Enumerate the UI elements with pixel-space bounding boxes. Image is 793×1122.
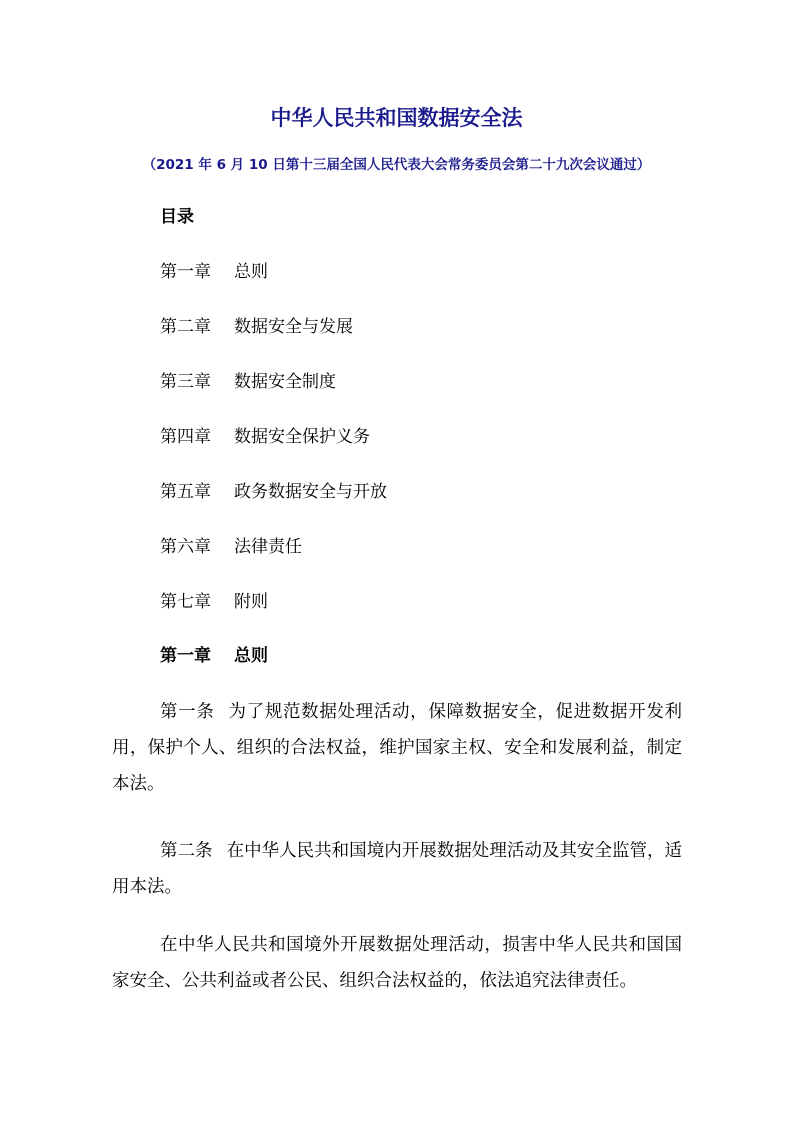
toc-item-title: 数据安全与发展: [234, 317, 353, 337]
chapter-number: 第一章: [160, 646, 211, 666]
toc-item: [160, 424, 370, 450]
toc-item-title: 总则: [234, 262, 268, 282]
toc-item-title: 附则: [234, 592, 268, 612]
toc-item-number: 第六章: [160, 537, 211, 557]
toc-item-title: 政务数据安全与开放: [234, 482, 387, 502]
toc-item-number: 第五章: [160, 482, 211, 502]
toc-item: [160, 479, 387, 505]
article-label: 第一条: [160, 702, 215, 722]
toc-item-number: 第三章: [160, 372, 211, 392]
toc-item-number: 第七章: [160, 592, 211, 612]
toc-item: [160, 589, 268, 615]
document-subtitle: （2021 年 6 月 10 日第十三届全国人民代表大会常务委员会第二十九次会议通过）: [142, 157, 651, 173]
article-text: 为了规范数据处理活动，保障数据安全，促进数据开发利用，保护个人、组织的合法权益，维护国家主权、安全和发展利益，制定本法。: [112, 702, 682, 794]
toc-item-number: 第二章: [160, 317, 211, 337]
chapter-title: 总则: [234, 646, 268, 666]
article-paragraph: [112, 927, 682, 999]
toc-item-title: 法律责任: [234, 537, 302, 557]
article-label: 第二条: [160, 841, 213, 861]
chapter-heading: [160, 643, 268, 669]
article-text: 在中华人民共和国境外开展数据处理活动，损害中华人民共和国国家安全、公共利益或者公民、组织合法权益的，依法追究法律责任。: [112, 935, 682, 991]
toc-item: [160, 534, 302, 560]
toc-item: [160, 259, 268, 285]
document-title: 中华人民共和国数据安全法: [270, 106, 523, 130]
toc-item: [160, 314, 353, 340]
article-paragraph: [112, 694, 682, 802]
toc-item: [160, 369, 336, 395]
toc-item-title: 数据安全制度: [234, 372, 336, 392]
toc-heading: 目录: [160, 207, 194, 227]
toc-item-number: 第一章: [160, 262, 211, 282]
toc-item-number: 第四章: [160, 427, 211, 447]
toc-item-title: 数据安全保护义务: [234, 427, 370, 447]
article-text: 在中华人民共和国境内开展数据处理活动及其安全监管，适用本法。: [112, 841, 683, 897]
article-paragraph: [112, 833, 682, 905]
